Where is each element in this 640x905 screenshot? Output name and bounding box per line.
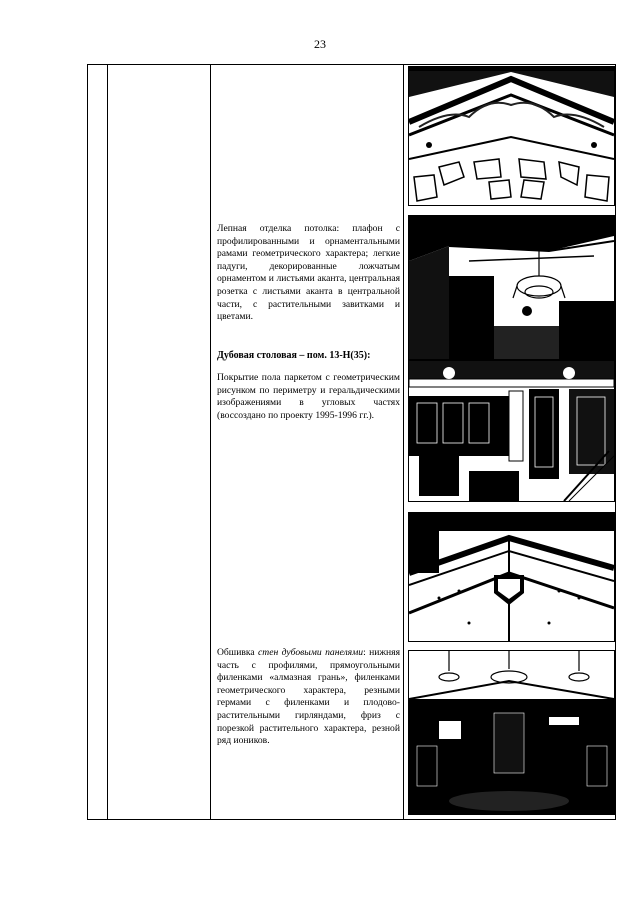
column-divider [403,65,404,819]
photo-ceiling-arch [408,66,615,206]
photo-dining-room [408,360,615,502]
dining-room-heading: Дубовая столовая – пом. 13-Н(35): [217,350,371,361]
column-divider [107,65,108,819]
column-divider [615,65,616,819]
column-divider [210,65,211,819]
column-divider [87,65,88,819]
photo-panelled-hall [408,650,615,815]
page-number: 23 [314,37,326,51]
wall-description-rest: : нижняя часть с профилями, прямоугольными филенками «алмазная грань», филенками геометрического характера, резными гермами с филенками и плодово-растительными гирляндами, фриз с порезкой растительного характера, резной ряд иоников. [217,647,400,747]
floor-description: Покрытие пола паркетом с геометрическим рисунком по периметру и геральдическими изображениями в угловых частях (воссоздано по проекту 1995-1996 гг.). [217,372,400,421]
photo-chandelier-hall [408,215,615,360]
wall-description [217,647,400,748]
wall-description-emphasis: стен дубовыми панелями [258,647,364,658]
wall-description-lead: Обшивка [217,647,255,658]
photo-ceiling-shield [408,512,615,642]
ceiling-description: Лепная отделка потолка: плафон с профилированными и орнаментальными рамами геометрического характера; легкие падуги, декорированные ложчатым орнаментом и листьями аканта, центральная розетка с листьями аканта в центральной части, с растительными завитками и цветами. [217,223,400,323]
